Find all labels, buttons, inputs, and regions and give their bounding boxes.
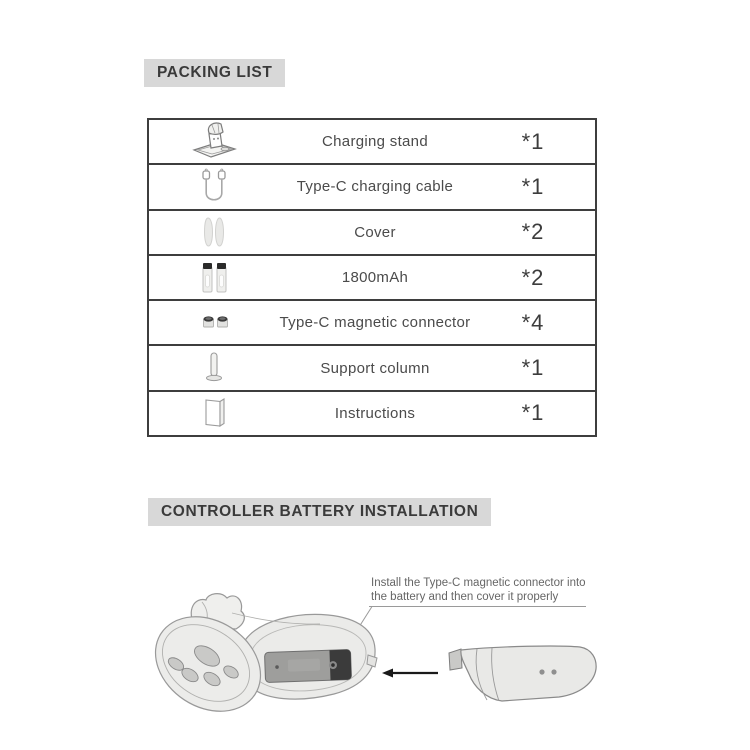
- item-qty: *2: [521, 219, 545, 245]
- table-row: [149, 301, 595, 346]
- table-row: [149, 120, 595, 165]
- item-qty: *1: [521, 173, 545, 199]
- insert-direction-arrow: [382, 669, 438, 678]
- battery-icon: [149, 257, 279, 299]
- item-qty: *4: [521, 309, 545, 335]
- item-label: Type-C charging cable: [296, 178, 454, 196]
- item-label: Type-C magnetic connector: [279, 314, 471, 332]
- charging-stand-icon: [149, 121, 279, 163]
- item-label: 1800mAh: [341, 269, 409, 287]
- battery-in-compartment: [265, 649, 352, 682]
- item-qty: *1: [521, 400, 545, 426]
- battery-cover-illustration: [449, 646, 596, 701]
- packing-list-table: [147, 118, 597, 437]
- packing-list-title: PACKING LIST: [144, 59, 285, 87]
- support-column-icon: [149, 347, 279, 389]
- item-label: Support column: [320, 359, 430, 377]
- instructions-icon: [149, 392, 279, 434]
- item-label: Cover: [354, 223, 396, 241]
- cover-icon: [149, 211, 279, 253]
- type-c-cable-icon: [149, 166, 279, 208]
- item-label: Charging stand: [322, 133, 428, 151]
- controller-illustration: [140, 594, 377, 731]
- magnetic-connector-icon: [149, 302, 279, 344]
- table-row: [149, 346, 595, 391]
- table-row: [149, 165, 595, 210]
- item-qty: *1: [521, 355, 545, 381]
- item-qty: *2: [521, 264, 545, 290]
- table-row: [149, 256, 595, 301]
- table-row: [149, 392, 595, 435]
- battery-installation-title: CONTROLLER BATTERY INSTALLATION: [148, 498, 491, 526]
- item-label: Instructions: [334, 404, 416, 422]
- item-qty: *1: [521, 128, 545, 154]
- install-note-line2: the battery and then cover it properly: [371, 591, 559, 603]
- install-note-line1: Install the Type-C magnetic connector into: [371, 577, 586, 589]
- table-row: [149, 211, 595, 256]
- battery-installation-illustration: [140, 555, 700, 735]
